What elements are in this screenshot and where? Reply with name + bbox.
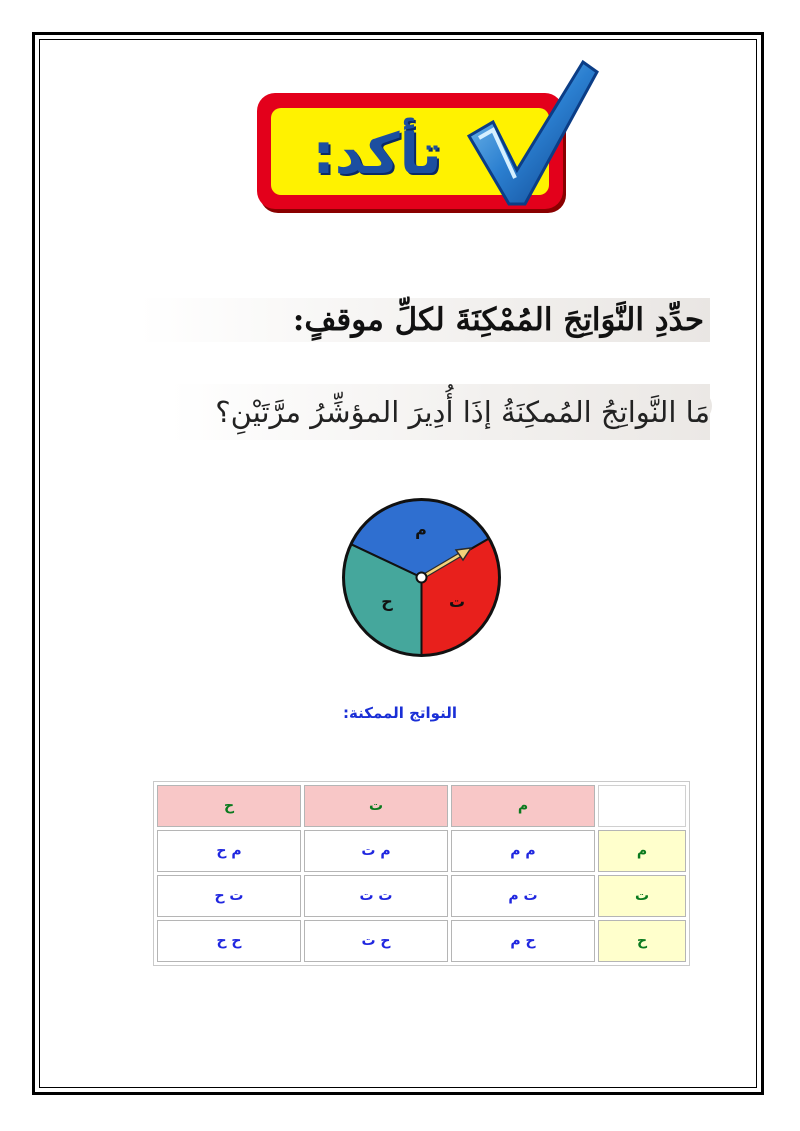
column-header: ح <box>157 785 301 827</box>
table-cell: م ح <box>157 830 301 872</box>
table-cell: ت ت <box>304 875 448 917</box>
spinner-label-t: ت <box>448 592 466 611</box>
instruction-heading: حدِّدِ النَّوَاتِجَ المُمْكِنَةَ لكلِّ موقفٍ: <box>138 298 710 342</box>
table-header-row <box>157 785 686 827</box>
checkmark-icon <box>465 58 600 208</box>
banner-title: تأكد: <box>312 122 442 187</box>
column-header: ت <box>304 785 448 827</box>
outcomes-label: النواتج الممكنة: <box>343 704 457 722</box>
table-cell: م ت <box>304 830 448 872</box>
row-header: م <box>598 830 686 872</box>
spinner-diagram <box>339 495 504 660</box>
question-text: مَا النَّواتِجُ المُمكِنَةُ إذَا أُدِيرَ المؤشِّرُ مرَّتَيْنِ؟ <box>170 384 710 440</box>
table-cell: ح ح <box>157 920 301 962</box>
row-header: ت <box>598 875 686 917</box>
table-cell: ت م <box>451 875 595 917</box>
spinner-label-m: م <box>415 520 427 539</box>
table-row <box>157 830 686 872</box>
outcomes-table <box>153 781 690 966</box>
table-row <box>157 920 686 962</box>
table-cell: ح ت <box>304 920 448 962</box>
table-corner-cell <box>598 785 686 827</box>
column-header: م <box>451 785 595 827</box>
table-cell: م م <box>451 830 595 872</box>
row-header: ح <box>598 920 686 962</box>
table-cell: ت ح <box>157 875 301 917</box>
spinner-label-h: ح <box>381 592 393 611</box>
table-row <box>157 875 686 917</box>
table-cell: ح م <box>451 920 595 962</box>
